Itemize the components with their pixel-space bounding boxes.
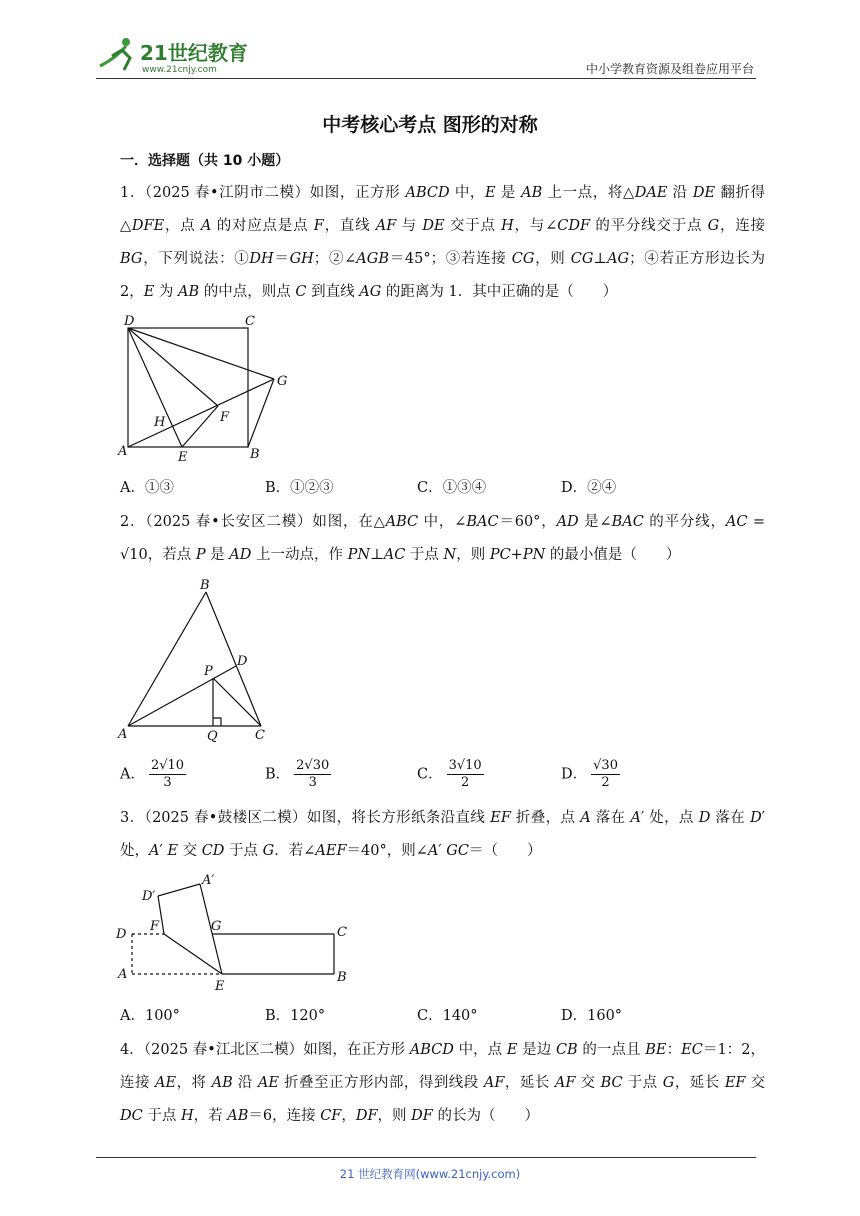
question-3-number: 3． <box>120 810 145 826</box>
option-letter: A． <box>120 766 145 783</box>
question-4-text: 4．（2025 春•江北区二模）如图，在正方形 ABCD 中，点 E 是边 CB 的一点且 BE：EC＝1：2，连接 AE，将 AB 沿 AE 折叠至正方形内部，得到线段 AF，延长 AF 交 BC 于点 G，延长 EF 交 DC 于点 H，若 AB＝6，连接 CF，DF，则 DF 的长为（ ） <box>120 1042 766 1124</box>
question-3-source: （2025 春•鼓楼区二模） <box>144 810 307 826</box>
fig1-label: E <box>178 450 188 464</box>
logo-text: 21世纪教育 <box>140 41 248 65</box>
option-d[interactable] <box>561 758 620 791</box>
question-2-number: 2． <box>120 514 146 530</box>
fraction-denominator: 3 <box>163 775 172 790</box>
fig3-label: G <box>211 919 222 934</box>
21cnjy-logo <box>96 36 266 76</box>
option-c[interactable] <box>417 758 484 791</box>
fig1-label: D <box>124 314 135 329</box>
fraction-denominator: 2 <box>461 775 470 790</box>
question-1-number: 1． <box>120 185 145 201</box>
option-a[interactable]: A．100° <box>120 1008 180 1024</box>
option-c[interactable]: C．①③④ <box>417 480 487 496</box>
fig2-label: D <box>237 654 248 669</box>
fig3-label: D <box>116 927 127 942</box>
option-fraction <box>447 758 484 791</box>
header-divider <box>96 78 756 79</box>
fraction-numerator: 2√10 <box>150 758 185 773</box>
page-footer[interactable]: 21 世纪教育网(www.21cnjy.com) <box>339 1167 521 1181</box>
page-header <box>96 30 756 80</box>
option-a[interactable] <box>120 758 186 791</box>
question-4-number: 4． <box>120 1042 144 1058</box>
option-a[interactable]: A．①③ <box>120 480 174 496</box>
fig3-label: C <box>337 925 347 940</box>
fig1-label: G <box>277 374 288 389</box>
fig1-label: A <box>118 444 128 459</box>
question-1-options <box>120 473 740 507</box>
fraction-denominator: 2 <box>601 775 610 790</box>
question-3-figure <box>112 868 357 996</box>
section-heading: 一．选择题（共 10 小题） <box>120 153 290 169</box>
fig3-label: E <box>215 979 225 994</box>
option-b[interactable]: B．①②③ <box>265 480 334 496</box>
option-fraction <box>591 758 620 791</box>
question-1-text: 1．（2025 春•江阴市二模）如图，正方形 ABCD 中，E 是 AB 上一点，将△DAE 沿 DE 翻折得△DFE，点 A 的对应点是点 F，直线 AF 与 DE 交于点 H，与∠CDF 的平分线交于点 G，连接 BG，下列说法：①DH＝GH；②∠AGB＝45°；③若连接 CG，则 CG⊥AG；④若正方形边长为 2，E 为 AB 的中点，则点 C 到直线 AG 的距离为 1．其中正确的是（ ） <box>120 185 766 300</box>
question-3-text: 3．（2025 春•鼓楼区二模）如图，将长方形纸条沿直线 EF 折叠，点 A 落在 A′ 处，点 D 落在 D′ 处，A′ E 交 CD 于点 G．若∠AEF＝40°，则∠A′ GC＝（ ） <box>120 810 766 859</box>
question-2-options <box>120 758 740 798</box>
fig3-label: A′ <box>202 873 215 888</box>
page-title: 中考核心考点 图形的对称 <box>322 114 538 136</box>
option-letter: C． <box>417 766 443 783</box>
option-letter: B． <box>265 766 291 783</box>
option-d[interactable]: D．160° <box>561 1008 623 1024</box>
fig1-label: H <box>154 415 166 430</box>
fig1-label: B <box>250 447 260 462</box>
question-1-source: （2025 春•江阴市二模） <box>144 185 310 201</box>
option-b[interactable]: B．120° <box>265 1008 326 1024</box>
fraction-numerator: √30 <box>593 758 618 773</box>
question-2-text: 2．（2025 春•长安区二模）如图，在△ABC 中，∠BAC＝60°，AD 是∠BAC 的平分线，AC = √10，若点 P 是 AD 上一动点，作 PN⊥AC 于点 N，则 PC+PN 的最小值是（ ） <box>120 514 766 563</box>
question-3-options <box>120 1001 740 1035</box>
fig1-label: C <box>245 314 255 329</box>
fraction-numerator: 3√10 <box>448 758 482 773</box>
fig2-label: B <box>200 578 210 593</box>
question-1-figure <box>112 312 297 464</box>
option-letter: D． <box>561 766 588 783</box>
fig2-label: P <box>204 664 213 679</box>
fraction-denominator: 3 <box>308 775 317 790</box>
fig3-label: D′ <box>142 889 156 904</box>
option-fraction <box>294 758 331 791</box>
fig2-label: C <box>255 728 265 743</box>
footer-divider <box>96 1157 756 1158</box>
question-2-source: （2025 春•长安区二模） <box>145 514 313 530</box>
fraction-numerator: 2√30 <box>296 758 330 773</box>
header-tagline: 中小学教育资源及组卷应用平台 <box>585 62 754 76</box>
question-4-source: （2025 春•江北区二模） <box>143 1042 304 1058</box>
option-d[interactable]: D．②④ <box>561 480 617 496</box>
fig2-label: A <box>118 727 128 742</box>
fig3-label: B <box>337 970 347 985</box>
question-2-figure <box>112 576 277 746</box>
logo-url: www.21cnjy.com <box>142 65 217 75</box>
option-c[interactable]: C．140° <box>417 1008 478 1024</box>
option-fraction <box>149 758 186 791</box>
fig2-label: Q <box>207 729 218 744</box>
fig1-label: F <box>220 410 230 425</box>
fig3-label: A <box>118 967 128 982</box>
option-b[interactable] <box>265 758 331 791</box>
fig3-label: F <box>150 919 160 934</box>
